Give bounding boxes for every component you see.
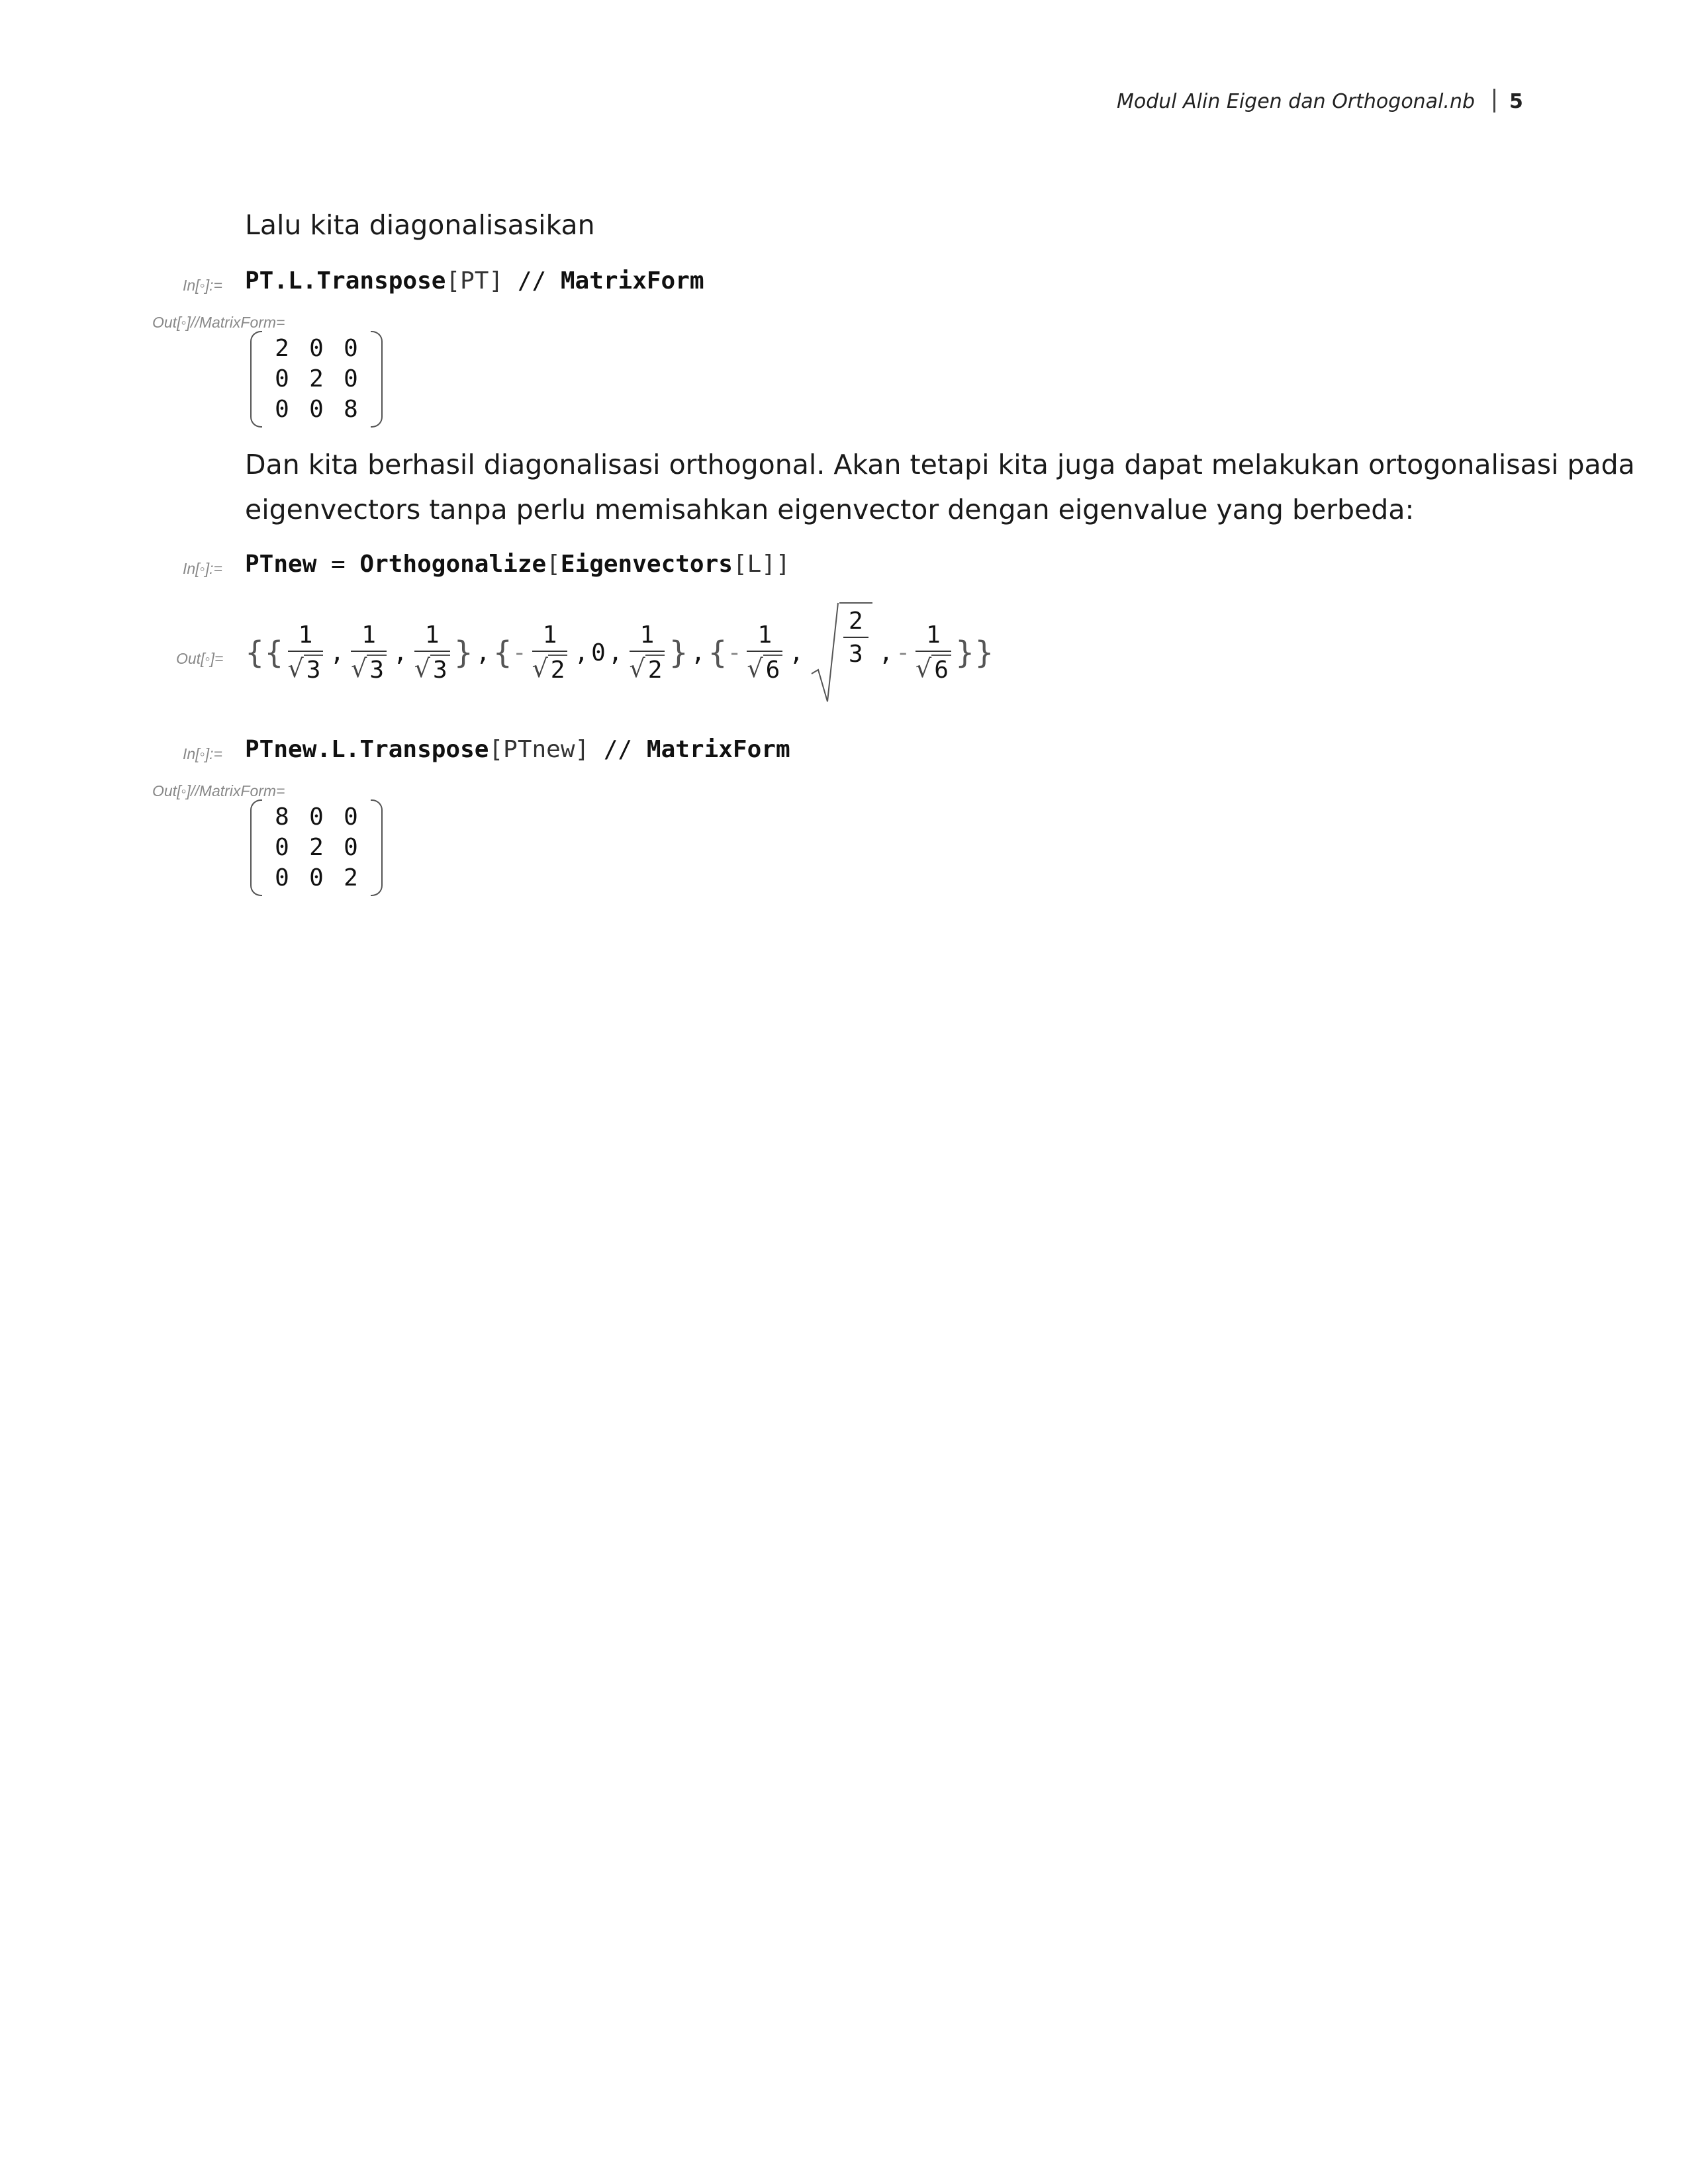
input-label: In[◦]:= xyxy=(183,745,222,762)
numerator: 1 xyxy=(639,621,655,649)
code-token: Eigenvectors xyxy=(560,551,733,578)
radicand: 3 xyxy=(430,655,450,685)
radical-sign xyxy=(810,602,839,703)
radicand: 6 xyxy=(763,655,783,685)
fraction xyxy=(747,620,782,685)
comma: , xyxy=(690,639,706,666)
code-token: [L]] xyxy=(732,551,790,578)
numerator: 1 xyxy=(424,621,440,649)
code-token: PTnew.L.Transpose xyxy=(245,736,489,763)
matrix-cell: 0 xyxy=(309,396,324,423)
input-code[interactable] xyxy=(245,267,704,295)
matrix-cell: 0 xyxy=(344,803,358,831)
code-token: PT.L.Transpose xyxy=(245,267,446,295)
left-paren xyxy=(250,331,262,428)
open-brace: { xyxy=(492,635,512,670)
fraction xyxy=(532,620,568,685)
code-token: // xyxy=(503,267,561,295)
fraction xyxy=(915,620,951,685)
text-line: eigenvectors tanpa perlu memisahkan eigenvector dengan eigenvalue yang berbeda: xyxy=(245,494,1415,525)
code-token: [ xyxy=(546,551,561,578)
output-matrix[interactable] xyxy=(250,799,383,896)
sqrt: √ 6 xyxy=(915,652,951,685)
orthogonalize-output[interactable] xyxy=(245,600,994,705)
code-token: [PTnew] xyxy=(489,736,590,763)
sqrt-fraction xyxy=(810,602,872,703)
radicand: 3 xyxy=(367,655,387,685)
output-label: Out[◦]= xyxy=(176,650,224,667)
text-line: Dan kita berhasil diagonalisasi orthogonal. Akan tetapi kita juga dapat melakukan ortogonalisasi pada xyxy=(245,449,1635,480)
comma: , xyxy=(475,639,491,666)
denominator: 3 xyxy=(848,641,863,668)
radicand: 6 xyxy=(931,655,951,685)
text-cell-intro[interactable]: Lalu kita diagonalisasikan xyxy=(245,209,595,241)
fraction xyxy=(288,620,324,685)
code-token: PTnew xyxy=(245,551,317,578)
matrix-cell: 0 xyxy=(344,335,358,362)
input-label: In[◦]:= xyxy=(183,277,222,294)
sqrt: √ 2 xyxy=(630,652,665,685)
code-token: MatrixForm xyxy=(560,267,704,295)
comma: , xyxy=(393,639,408,666)
numerator: 1 xyxy=(926,621,941,649)
input-code[interactable] xyxy=(245,736,790,763)
matrix-cell: 0 xyxy=(344,834,358,861)
sqrt: √ 3 xyxy=(351,652,387,685)
outer-close-brace: }} xyxy=(955,635,994,670)
fraction xyxy=(630,620,665,685)
fraction xyxy=(414,620,450,685)
header-separator xyxy=(1493,89,1495,113)
code-token: = xyxy=(316,551,360,578)
comma: , xyxy=(574,639,589,666)
code-token: // xyxy=(589,736,647,763)
matrix-cell: 0 xyxy=(344,365,358,392)
matrix-cell: 0 xyxy=(275,864,289,891)
open-brace: { xyxy=(708,635,727,670)
minus-sign: - xyxy=(896,639,911,666)
sqrt: √ 3 xyxy=(288,652,324,685)
comma: , xyxy=(608,639,623,666)
outer-open-brace: {{ xyxy=(245,635,284,670)
input-code[interactable] xyxy=(245,551,790,578)
left-paren xyxy=(250,799,262,896)
numerator: 1 xyxy=(361,621,376,649)
input-label: In[◦]:= xyxy=(183,560,222,577)
output-matrix[interactable] xyxy=(250,331,383,428)
matrix-cell: 2 xyxy=(309,365,324,392)
matrix-cell: 0 xyxy=(275,365,289,392)
zero-value: 0 xyxy=(591,639,606,666)
matrix-cell: 0 xyxy=(275,834,289,861)
matrix-cell: 0 xyxy=(309,803,324,831)
notebook-title: Modul Alin Eigen dan Orthogonal.nb xyxy=(1116,90,1475,113)
matrix-cell: 0 xyxy=(309,864,324,891)
minus-sign: - xyxy=(512,639,527,666)
fraction xyxy=(351,620,387,685)
code-token: Orthogonalize xyxy=(359,551,547,578)
right-paren xyxy=(371,799,383,896)
numerator: 2 xyxy=(848,608,863,635)
matrix-cell: 0 xyxy=(275,396,289,423)
close-brace: } xyxy=(669,635,688,670)
radicand: 3 xyxy=(304,655,324,685)
comma: , xyxy=(789,639,804,666)
comma: , xyxy=(878,639,894,666)
code-token: MatrixForm xyxy=(646,736,790,763)
radicand: 2 xyxy=(645,655,665,685)
matrix-cell: 2 xyxy=(344,864,358,891)
sqrt: √ 6 xyxy=(747,652,782,685)
numerator: 1 xyxy=(757,621,773,649)
text-cell-explanation[interactable] xyxy=(245,442,1635,532)
matrix-cell: 8 xyxy=(275,803,289,831)
page-number: 5 xyxy=(1509,90,1523,113)
output-label: Out[◦]//MatrixForm= xyxy=(152,314,285,331)
minus-sign: - xyxy=(727,639,742,666)
matrix-cell: 2 xyxy=(275,335,289,362)
close-brace: } xyxy=(453,635,473,670)
numerator: 1 xyxy=(542,621,557,649)
radicand: 2 xyxy=(548,655,568,685)
output-label: Out[◦]//MatrixForm= xyxy=(152,782,285,799)
sqrt: √ 2 xyxy=(532,652,568,685)
code-token: [PT] xyxy=(445,267,504,295)
matrix-cell: 8 xyxy=(344,396,358,423)
numerator: 1 xyxy=(298,621,313,649)
matrix-cell: 0 xyxy=(309,335,324,362)
comma: , xyxy=(330,639,345,666)
matrix-cell: 2 xyxy=(309,834,324,861)
right-paren xyxy=(371,331,383,428)
sqrt: √ 3 xyxy=(414,652,450,685)
